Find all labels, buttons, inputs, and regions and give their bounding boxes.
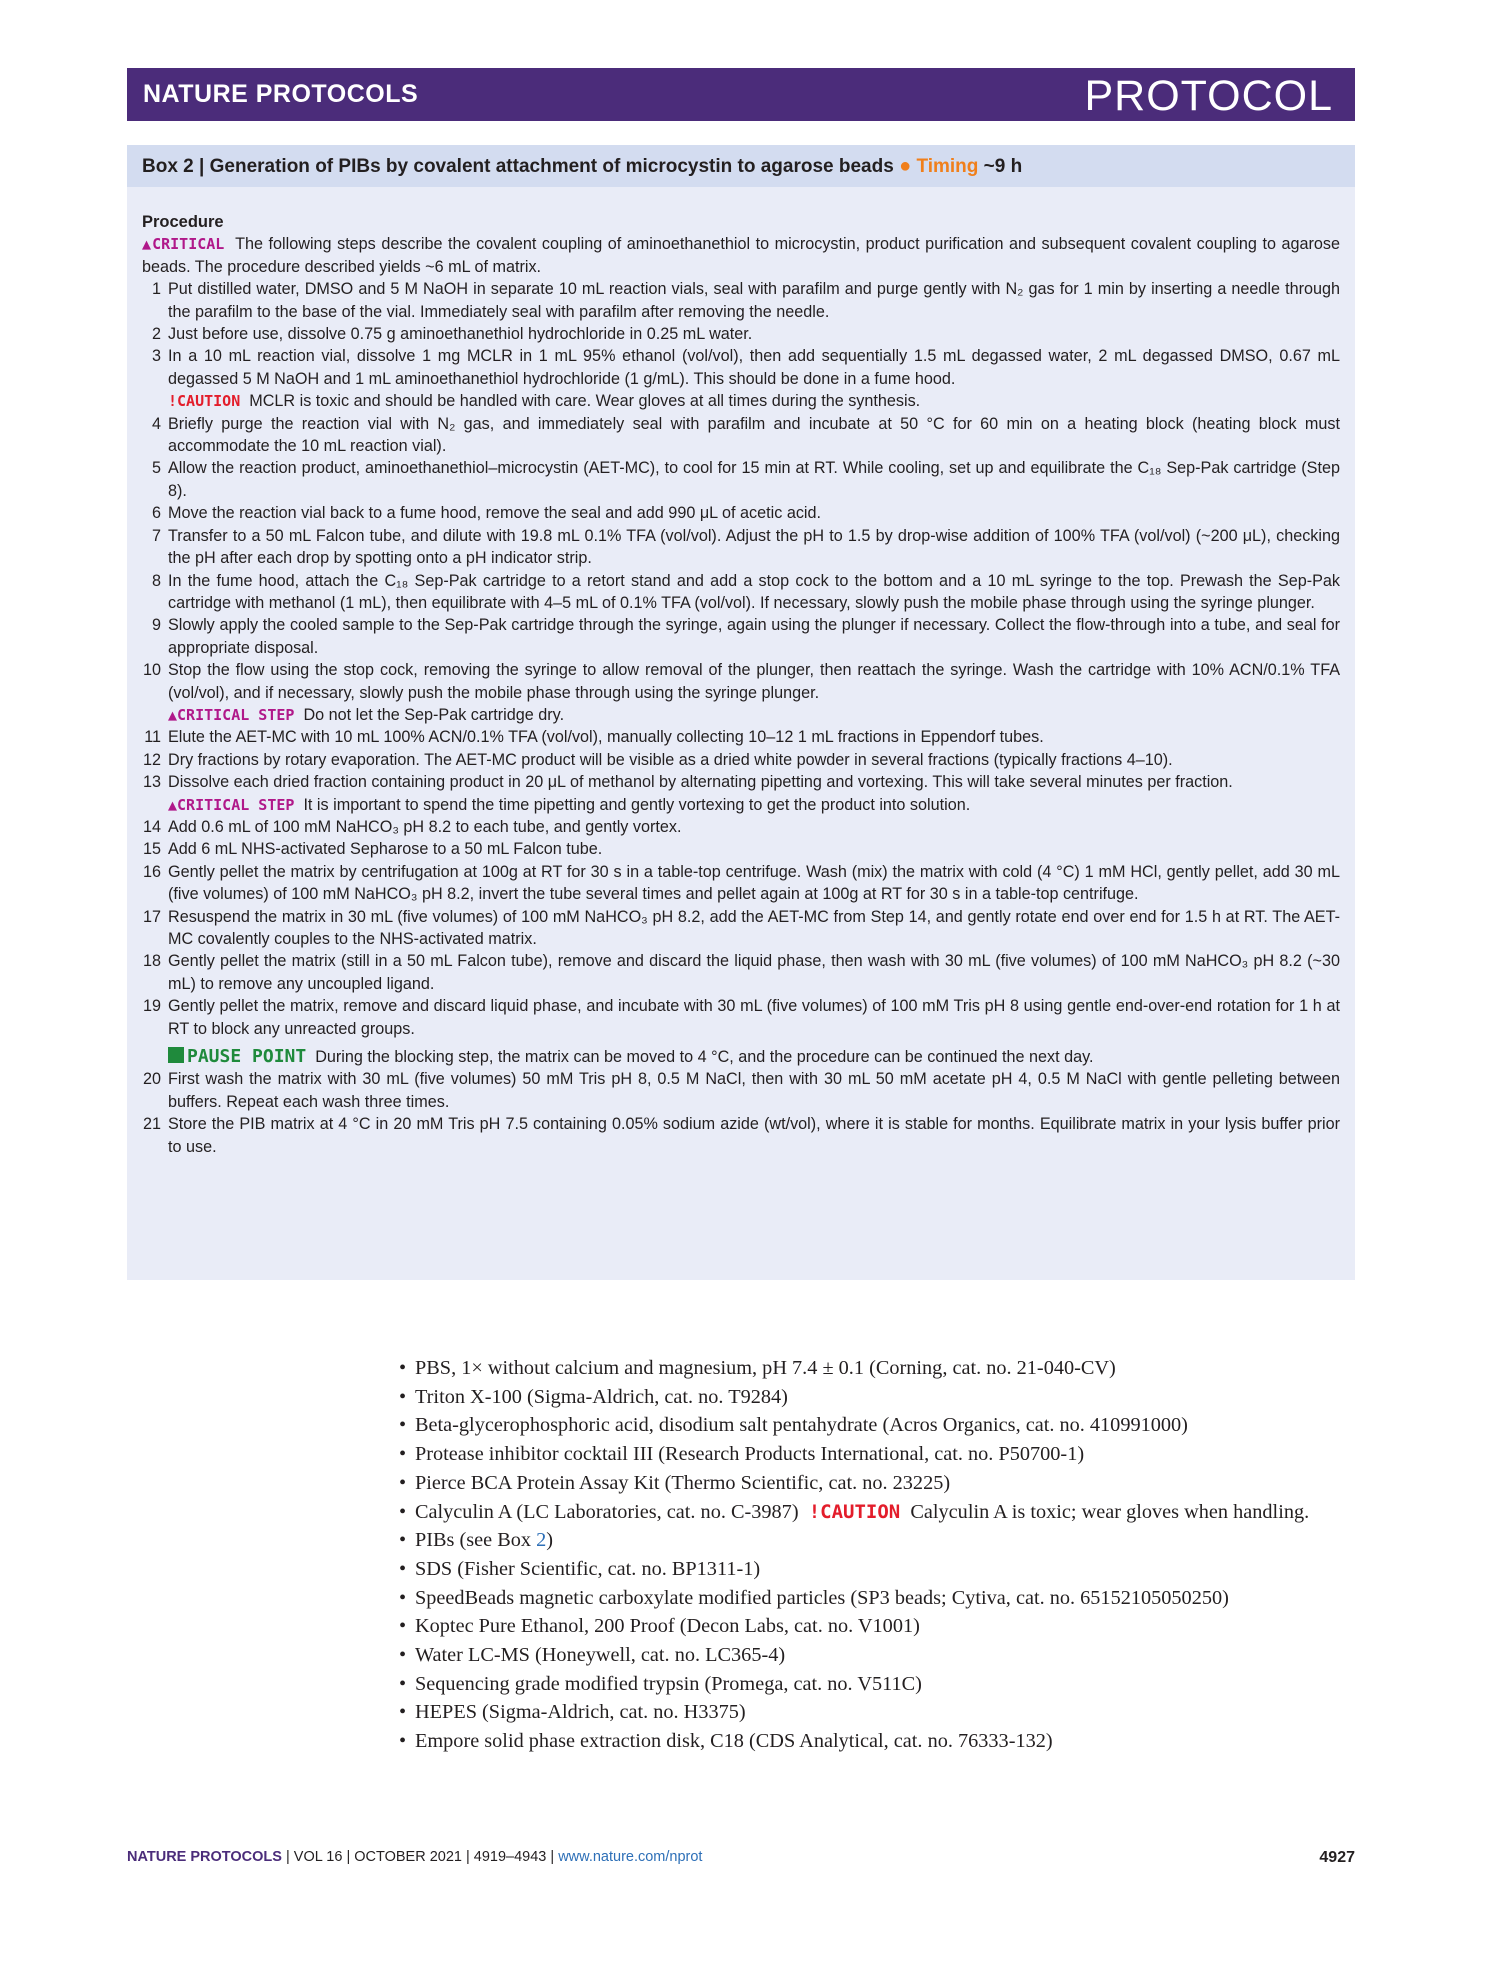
critical-step-note	[142, 704, 1340, 726]
step-2: 2 Just before use, dissolve 0.75 g aminoethanethiol hydrochloride in 0.25 mL water.	[151, 325, 753, 344]
step-7: 7 Transfer to a 50 mL Falcon tube, and dilute with 19.8 mL 0.1% TFA (vol/vol). Adjust the pH to 1.5 by drop-wise addition of 100% TFA (vol/vol) (~200 μL), checking the pH after each drop by spotting onto a pH indicator strip.	[151, 526, 1340, 568]
pause-point-note	[142, 1046, 1340, 1068]
list-item: • Empore solid phase extraction disk, C18 (CDS Analytical, cat. no. 76333-132)	[399, 1730, 1053, 1753]
list-item: • Sequencing grade modified trypsin (Promega, cat. no. V511C)	[399, 1672, 922, 1695]
list-item: • Pierce BCA Protein Assay Kit (Thermo Scientific, cat. no. 23225)	[399, 1471, 951, 1494]
footer-journal: NATURE PROTOCOLS	[127, 1849, 282, 1865]
box-2-link[interactable]: 2	[536, 1529, 547, 1552]
article-type: PROTOCOL	[1084, 72, 1333, 120]
journal-name: NATURE PROTOCOLS	[143, 80, 419, 108]
footer-citation: | VOL 16 | OCTOBER 2021 | 4919–4943 |	[285, 1849, 555, 1865]
step-10: 10 Stop the flow using the stop cock, removing the syringe to allow removal of the plunger, then reattach the syringe. Wash the cartridge with 10% ACN/0.1% TFA (vol/vol), and if necessary, slowly push the mobile phase through using the syringe plunger.	[142, 661, 1340, 702]
procedure-heading: Procedure	[142, 213, 224, 231]
step-12: 12 Dry fractions by rotary evaporation. The AET-MC product will be visible as a dried white powder in several fractions (typically fractions 4–10).	[142, 750, 1173, 769]
reagent-list	[393, 1354, 1361, 1756]
step-6: 6 Move the reaction vial back to a fume hood, remove the seal and add 990 μL of acetic acid.	[151, 504, 822, 523]
step-19: 19 Gently pellet the matrix, remove and discard liquid phase, and incubate with 30 mL (five volumes) of 100 mM Tris pH 8 using gentle end-over-end rotation for 1 h at RT to block any unreacted groups.	[142, 997, 1340, 1038]
timing-value: ~9 h	[983, 156, 1023, 177]
step-20: 20 First wash the matrix with 30 mL (five volumes) 50 mM Tris pH 8, 0.5 M NaCl, then with 30 mL 50 mM acetate pH 4, 0.5 M NaCl with gentle pelleting between buffers. Repeat each wash three times.	[142, 1070, 1340, 1111]
page-header	[127, 68, 1355, 121]
box-2	[127, 145, 1355, 1280]
list-item: • HEPES (Sigma-Aldrich, cat. no. H3375)	[399, 1701, 746, 1724]
box-title-text: Box 2 | Generation of PIBs by covalent attachment of microcystin to agarose beads	[142, 156, 894, 177]
step-14: 14 Add 0.6 mL of 100 mM NaHCO₃ pH 8.2 to each tube, and gently vortex.	[142, 817, 682, 836]
pause-square-icon	[168, 1047, 184, 1063]
critical-step-label: ▲CRITICAL STEP	[168, 795, 295, 814]
list-item: • Koptec Pure Ethanol, 200 Proof (Decon Labs, cat. no. V1001)	[399, 1615, 920, 1638]
footer-url[interactable]: www.nature.com/nprot	[558, 1849, 703, 1865]
list-item: • Beta-glycerophosphoric acid, disodium salt pentahydrate (Acros Organics, cat. no. 410991000)	[399, 1414, 1188, 1437]
step-17: 17 Resuspend the matrix in 30 mL (five volumes) of 100 mM NaHCO₃ pH 8.2, add the AET-MC from Step 14, and gently rotate end over end for 1.5 h at RT. The AET-MC covalently couples to the NHS-activated matrix.	[142, 907, 1340, 948]
step-1: 1 Put distilled water, DMSO and 5 M NaOH in separate 10 mL reaction vials, seal with parafilm and purge gently with N₂ gas for 1 min by inserting a needle through the parafilm to the base of the vial. Immediately seal with parafilm after removing the needle.	[151, 280, 1340, 321]
timing-dot-icon: ●	[899, 155, 912, 177]
step-9: 9 Slowly apply the cooled sample to the Sep-Pak cartridge through the syringe, again using the plunger if necessary. Collect the flow-through into a tube, and seal for appropriate disposal.	[151, 616, 1340, 657]
critical-step-text: Do not let the Sep-Pak cartridge dry.	[303, 705, 565, 724]
step-8: 8 In the fume hood, attach the C₁₈ Sep-Pak cartridge to a retort stand and add a stop cock to the bottom and a 10 mL syringe to the top. Prewash the Sep-Pak cartridge with methanol (1 mL), then equilibrate with 4–5 mL of 0.1% TFA (vol/vol). If necessary, slowly push the mobile phase through using the syringe plunger.	[151, 571, 1340, 612]
step-21: 21 Store the PIB matrix at 4 °C in 20 mM Tris pH 7.5 containing 0.05% sodium azide (wt/vol), where it is stable for months. Equilibrate matrix in your lysis buffer prior to use.	[142, 1115, 1340, 1156]
timing-label: Timing	[916, 156, 979, 177]
critical-step-note	[142, 794, 1340, 816]
page-number: 4927	[1319, 1849, 1355, 1866]
intro-text: The following steps describe the covalent coupling of aminoethanethiol to microcystin, product purification and subsequent covalent coupling to agarose beads. The procedure described yields ~6 mL of matrix.	[142, 235, 1341, 276]
step-15: 15 Add 6 mL NHS-activated Sepharose to a 50 mL Falcon tube.	[142, 840, 603, 859]
step-3: 3 In a 10 mL reaction vial, dissolve 1 mg MCLR in 1 mL 95% ethanol (vol/vol), then add sequentially 1.5 mL degassed water, 2 mL degassed DMSO, 0.67 mL degassed 5 M NaOH and 1 mL aminoethanethiol hydrochloride (1 g/mL). This should be done in a fume hood.	[151, 347, 1340, 388]
step-18: 18 Gently pellet the matrix (still in a 50 mL Falcon tube), remove and discard the liquid phase, then wash with 30 mL (five volumes) of 100 mM NaHCO₃ pH 8.2 (~30 mL) to remove any uncoupled ligand.	[142, 952, 1340, 993]
critical-label: ▲CRITICAL	[142, 235, 225, 254]
procedure-intro	[142, 233, 1340, 278]
step-11: 11 Elute the AET-MC with 10 mL 100% ACN/0.1% TFA (vol/vol), manually collecting 10–12 1 mL fractions in Eppendorf tubes.	[144, 728, 1044, 747]
list-item-pibs: • PIBs (see Box 2)	[399, 1529, 554, 1552]
pause-point-label: PAUSE POINT	[187, 1046, 307, 1068]
critical-step-label: ▲CRITICAL STEP	[168, 705, 295, 724]
caution-note	[142, 390, 1340, 412]
page-footer	[127, 1849, 1355, 1865]
step-16: 16 Gently pellet the matrix by centrifugation at 100g at RT for 30 s in a table-top centrifuge. Wash (mix) the matrix with cold (4 °C) 1 mM HCl, gently pellet, add 30 mL (five volumes) of 100 mM NaHCO₃ pH 8.2, invert the tube several times and pellet again at 100g at RT for 30 s in a table-top centrifuge.	[142, 862, 1340, 904]
caution-text: MCLR is toxic and should be handled with care. Wear gloves at all times during the synthesis.	[249, 392, 921, 411]
caution-label: !CAUTION	[168, 392, 241, 411]
step-4: 4 Briefly purge the reaction vial with N₂ gas, and immediately seal with parafilm and incubate at 50 °C for 60 min on a heating block (heating block must accommodate the 10 mL reaction vial).	[151, 414, 1340, 456]
list-item: • Water LC-MS (Honeywell, cat. no. LC365-4)	[399, 1644, 786, 1667]
list-item: • Protease inhibitor cocktail III (Research Products International, cat. no. P50700-1)	[399, 1443, 1085, 1466]
step-5: 5 Allow the reaction product, aminoethanethiol–microcystin (AET-MC), to cool for 15 min at RT. While cooling, set up and equilibrate the C₁₈ Sep-Pak cartridge (Step 8).	[151, 459, 1340, 500]
pause-point-text: During the blocking step, the matrix can be moved to 4 °C, and the procedure can be continued the next day.	[315, 1048, 1094, 1067]
list-item: • SpeedBeads magnetic carboxylate modified particles (SP3 beads; Cytiva, cat. no. 65152105050250)	[399, 1586, 1229, 1609]
box-title	[127, 145, 1355, 187]
procedure	[142, 211, 1340, 1158]
list-item: • Triton X-100 (Sigma-Aldrich, cat. no. T9284)	[399, 1385, 788, 1408]
list-item: • SDS (Fisher Scientific, cat. no. BP1311-1)	[399, 1557, 761, 1580]
step-13: 13 Dissolve each dried fraction containing product in 20 μL of methanol by alternating pipetting and vortexing. This will take several minutes per fraction.	[142, 773, 1233, 792]
caution-label: !CAUTION	[808, 1500, 901, 1523]
list-item-calyculin: • Calyculin A (LC Laboratories, cat. no. C-3987) !CAUTION Calyculin A is toxic; wear gloves when handling.	[399, 1500, 1310, 1523]
critical-step-text: It is important to spend the time pipetting and gently vortexing to get the product into solution.	[303, 795, 971, 814]
list-item: • PBS, 1× without calcium and magnesium, pH 7.4 ± 0.1 (Corning, cat. no. 21-040-CV)	[399, 1357, 1116, 1379]
